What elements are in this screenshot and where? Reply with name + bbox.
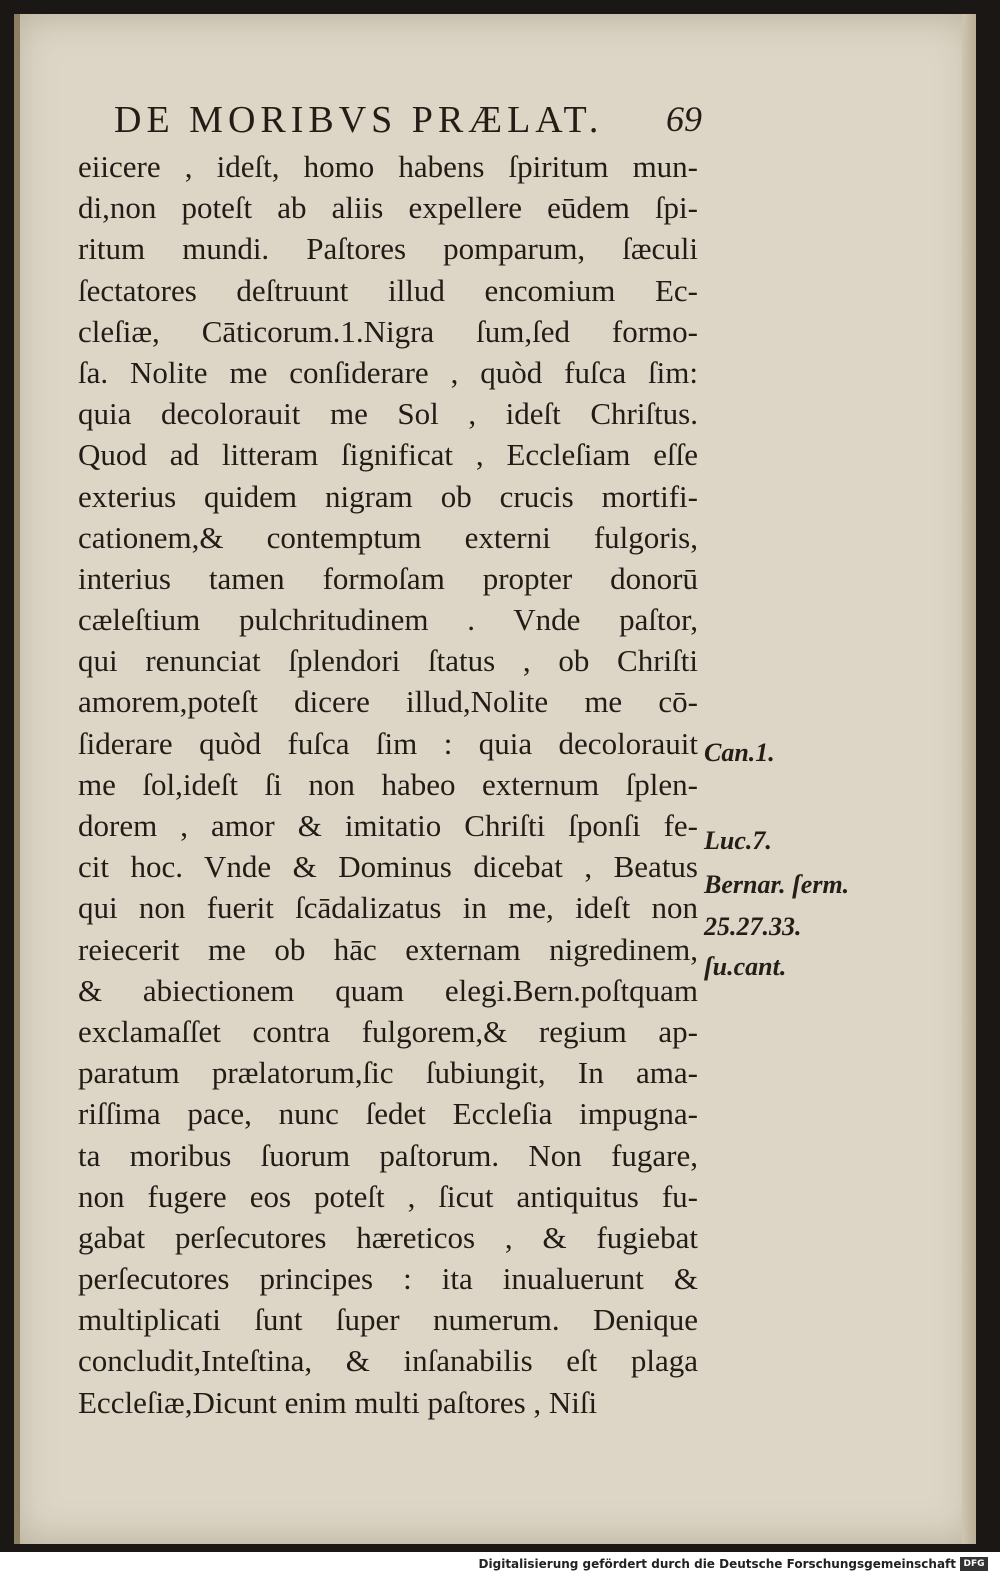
body-text <box>78 146 698 1423</box>
running-title: DE MORIBVS PRÆLAT. <box>114 99 604 141</box>
text-line: ritum mundi. Paſtores pomparum, ſæculi <box>78 231 698 267</box>
text-line: exclamaſſet contra fulgorem,& regium ap- <box>78 1013 698 1049</box>
text-line: amorem,poteſt dicere illud,Nolite me cō- <box>78 684 698 720</box>
text-line: perſecutores principes : ita inualuerunt & <box>78 1261 698 1297</box>
marginal-note: Bernar. ſerm. <box>704 870 850 899</box>
text-line: multiplicati ſunt ſuper numerum. Denique <box>78 1302 698 1338</box>
text-line: qui non fuerit ſcādalizatus in me, ideſt non <box>78 890 698 926</box>
text-line: qui renunciat ſplendori ſtatus , ob Chriſti <box>78 643 698 679</box>
text-line: dorem , amor & imitatio Chriſti ſponſi fe- <box>78 808 698 843</box>
text-line: cæleſtium pulchritudinem . Vnde paſtor, <box>78 602 698 638</box>
marginal-note: ſu.cant. <box>704 952 787 981</box>
text-line: riſſima pace, nunc ſedet Eccleſia impugna- <box>78 1096 698 1132</box>
text-line: cationem,& contemptum externi fulgoris, <box>78 519 698 555</box>
page-number: 69 <box>666 99 702 139</box>
text-line: interius tamen formoſam propter donorū <box>78 560 698 596</box>
text-line: cleſiæ, Cāticorum.1.Nigra ſum,ſed formo- <box>78 313 698 349</box>
text-line: di,non poteſt ab aliis expellere eūdem ſpi- <box>78 190 698 226</box>
text-line: quia decolorauit me Sol , ideſt Chriſtus. <box>78 396 698 432</box>
marginal-note: 25.27.33. <box>704 912 802 941</box>
text-line: me ſol,ideſt ſi non habeo externum ſplen- <box>78 766 698 802</box>
funding-credit: Digitalisierung gefördert durch die Deutsche Forschungsgemeinschaft <box>478 1557 956 1571</box>
text-line: ſectatores deſtruunt illud encomium Ec- <box>78 272 698 308</box>
text-line: ſiderare quòd fuſca ſim : quia decolorauit <box>78 725 698 761</box>
dfg-logo: DFG <box>960 1557 988 1571</box>
marginal-note: Can.1. <box>704 738 775 767</box>
text-line: & abiectionem quam elegi.Bern.poſtquam <box>78 972 698 1008</box>
text-line: ta moribus ſuorum paſtorum. Non fugare, <box>78 1137 698 1173</box>
text-line: cit hoc. Vnde & Dominus dicebat , Beatus <box>78 849 698 885</box>
text-line: exterius quidem nigram ob crucis mortifi- <box>78 478 698 514</box>
page-edge <box>962 14 976 1544</box>
text-line: gabat perſecutores hæreticos , & fugiebat <box>78 1219 698 1255</box>
text-line: Eccleſiæ,Dicunt enim multi paſtores , Niſi <box>78 1384 598 1420</box>
text-line: Quod ad litteram ſignificat , Eccleſiam eſſe <box>78 437 698 473</box>
text-line: concludit,Inteſtina, & inſanabilis eſt plaga <box>78 1343 698 1379</box>
marginal-note: Luc.7. <box>704 826 772 855</box>
text-line: eiicere , ideſt, homo habens ſpiritum mun- <box>78 149 698 184</box>
text-line: ſa. Nolite me conſiderare , quòd fuſca ſim: <box>78 354 698 390</box>
text-line: non fugere eos poteſt , ſicut antiquitus fu- <box>78 1178 698 1214</box>
page-gutter <box>14 14 20 1544</box>
text-line: paratum prælatorum,ſic ſubiungit, In ama- <box>78 1055 698 1091</box>
book-page <box>14 14 976 1544</box>
text-line: reiecerit me ob hāc externam nigredinem, <box>78 931 698 967</box>
